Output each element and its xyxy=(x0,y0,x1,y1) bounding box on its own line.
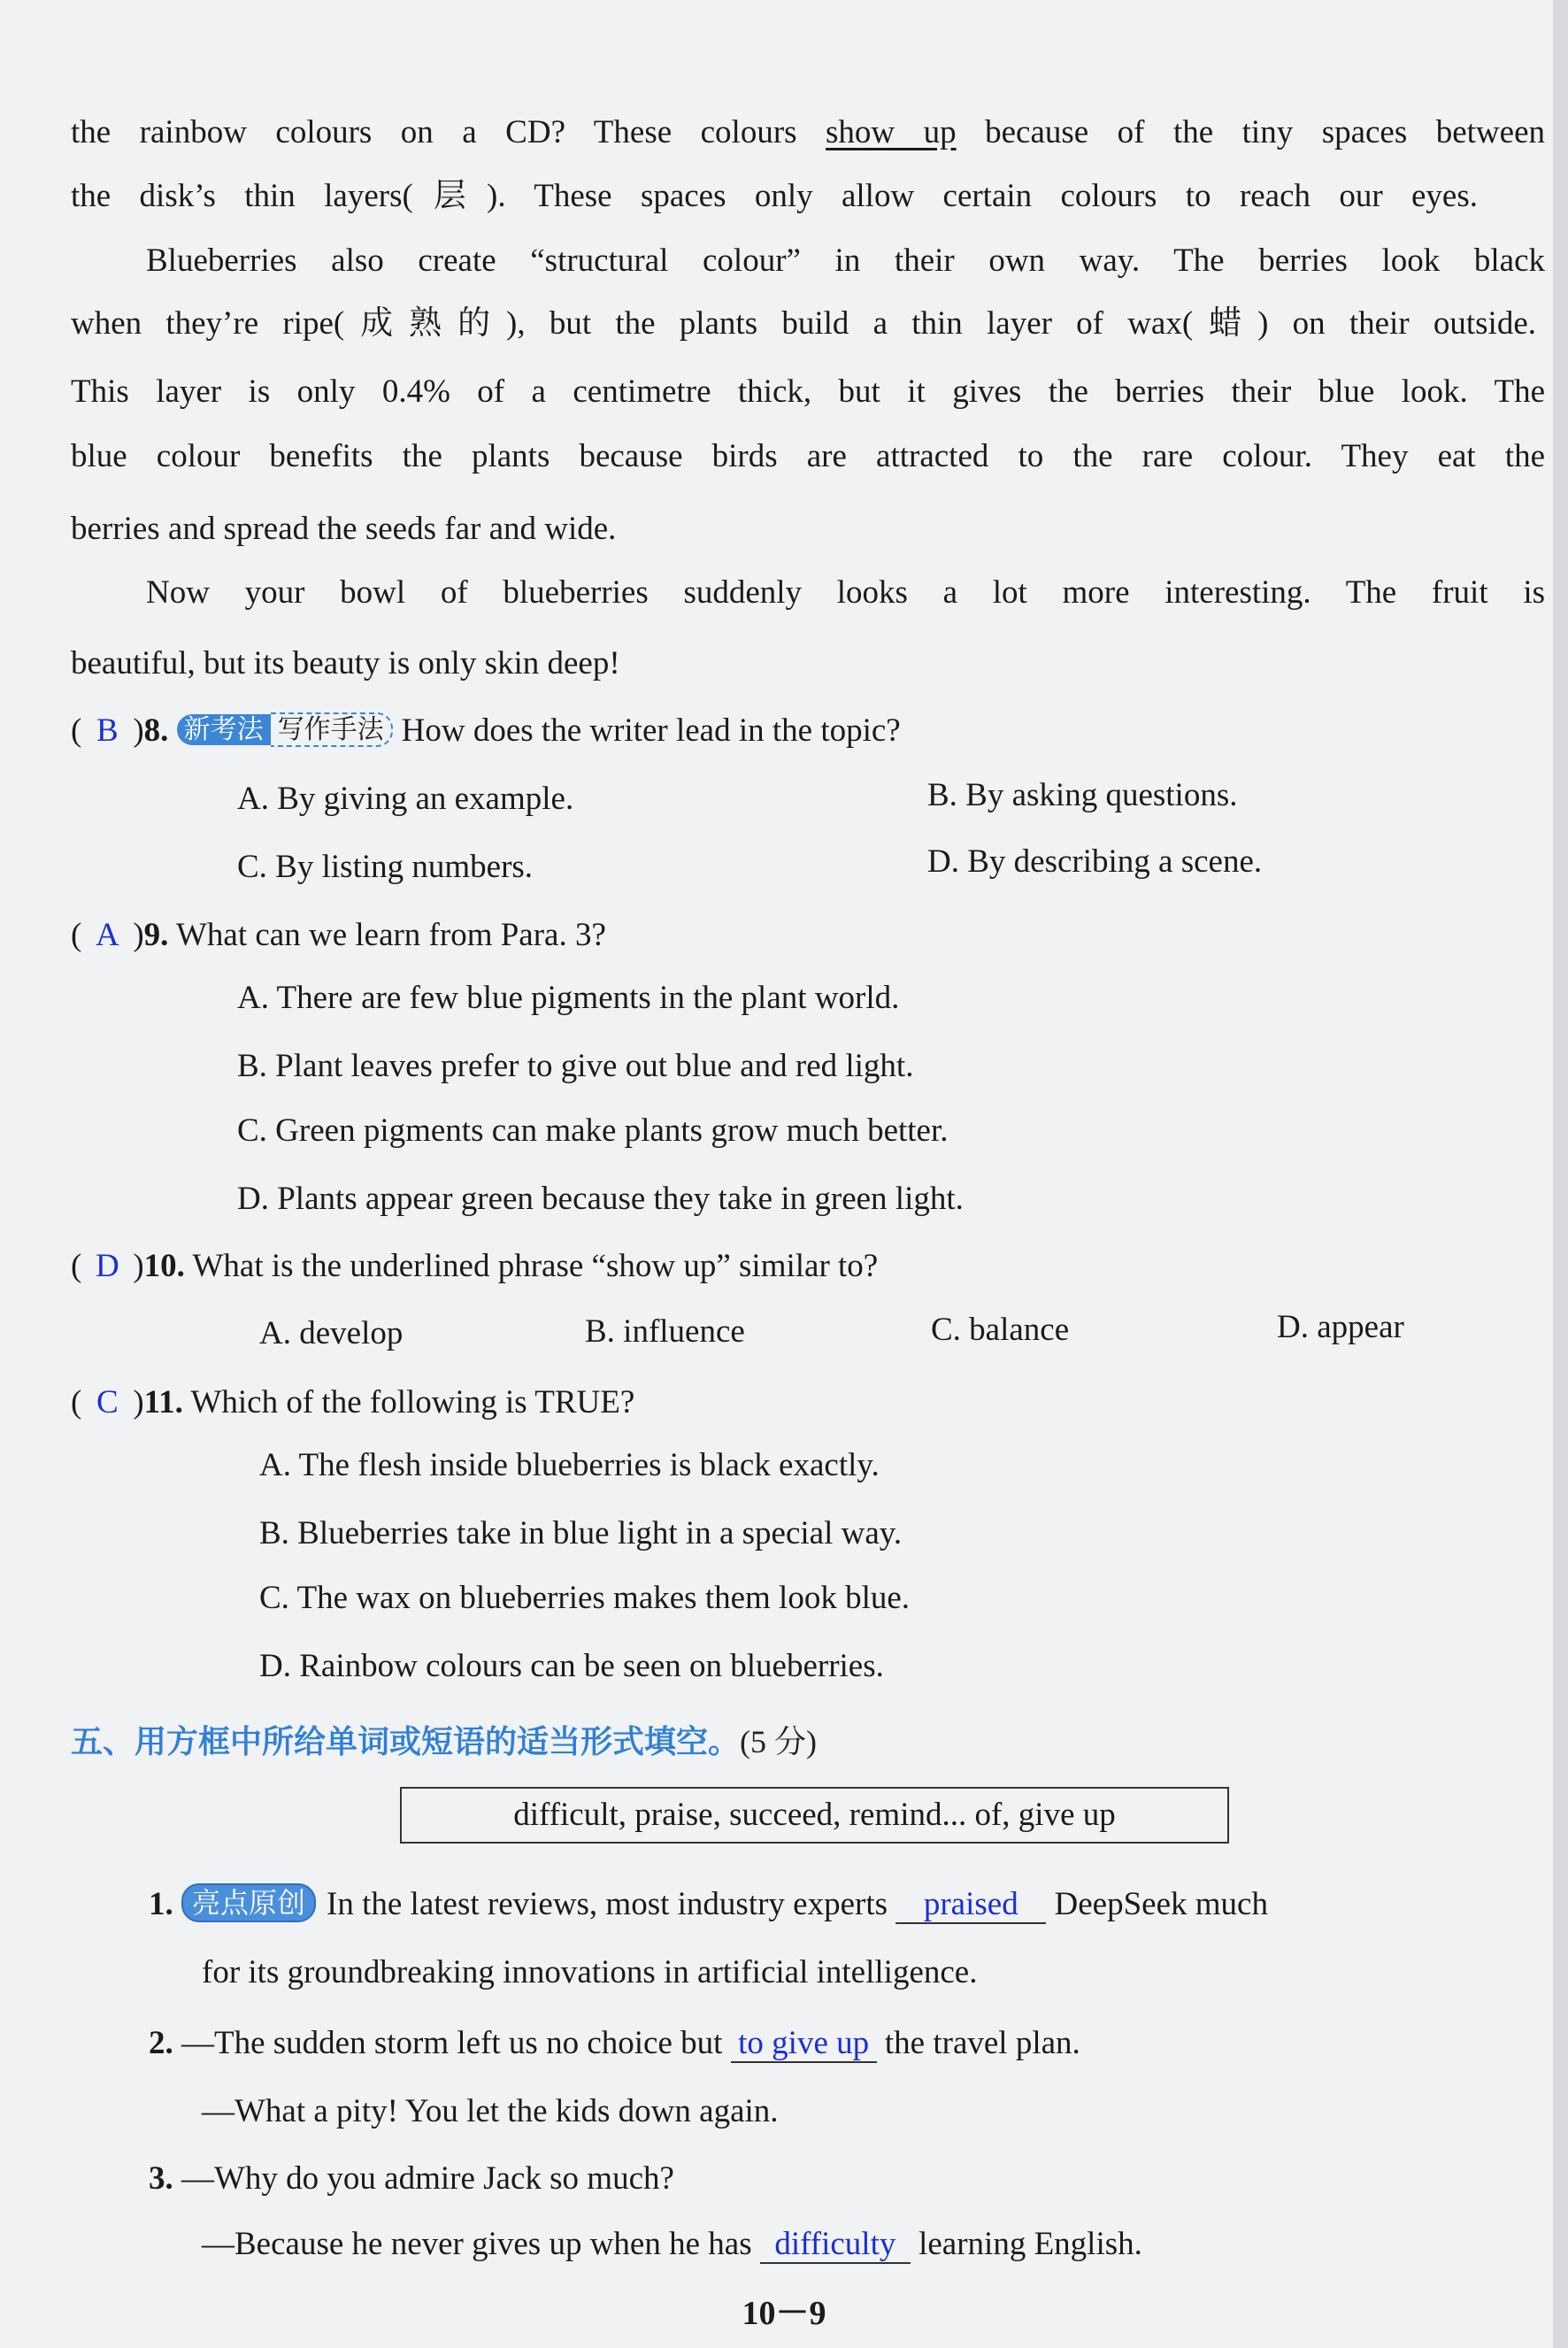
option: A. By giving an example. xyxy=(237,781,574,817)
option: A. develop xyxy=(259,1315,404,1351)
passage-line: blue colour benefits the plants because birds are attracted to the rare colour. They eat the xyxy=(71,438,1545,474)
tag-label: 写作手法 xyxy=(271,712,393,747)
tag-badge xyxy=(177,713,393,747)
passage-line: Blueberries also create “structural colour” in their own way. The berries look black xyxy=(146,242,1545,279)
option: D. Plants appear green because they take in green light. xyxy=(237,1181,964,1217)
option: C. balance xyxy=(931,1312,1070,1348)
passage-line: Now your bowl of blueberries suddenly looks a lot more interesting. The fruit is xyxy=(146,574,1545,611)
question-8: ( B )8. 新考法 写作手法 How does the writer lead in the topic? xyxy=(71,712,901,749)
option: C. The wax on blueberries makes them look blue. xyxy=(259,1580,911,1616)
page-number: 10－9 xyxy=(742,2295,826,2332)
passage-line: This layer is only 0.4% of a centimetre thick, but it gives the berries their blue look. The xyxy=(71,373,1545,410)
question-number: 10. xyxy=(143,1248,185,1284)
tag-badge: 亮点原创 xyxy=(181,1883,316,1922)
question-text: Which of the following is TRUE? xyxy=(190,1384,635,1420)
passage-line: berries and spread the seeds far and wide. xyxy=(71,511,617,547)
passage-line xyxy=(71,113,1545,152)
item-text: DeepSeek much xyxy=(1054,1886,1268,1922)
question-9: ( A )9. What can we learn from Para. 3? xyxy=(71,917,606,953)
item-text: the travel plan. xyxy=(884,2025,1080,2061)
option: A. The flesh inside blueberries is black exactly. xyxy=(259,1447,880,1483)
question-number: 9. xyxy=(143,917,169,953)
passage-line: the disk’s thin layers(层). These spaces only allow certain colours to reach our eyes. xyxy=(71,178,1478,214)
answer: D xyxy=(95,1248,119,1284)
item-line xyxy=(202,2225,1142,2264)
item-text: —Why do you admire Jack so much? xyxy=(181,2160,674,2197)
text: the rainbow colours on a CD? These colours xyxy=(71,114,826,150)
option: D. appear xyxy=(1277,1309,1404,1345)
option: C. Green pigments can make plants grow much better. xyxy=(237,1112,949,1149)
item-number: 3. xyxy=(149,2160,173,2197)
item-line: —What a pity! You let the kids down again. xyxy=(202,2093,779,2129)
passage-line: when they’re ripe(成熟的), but the plants build a thin layer of wax(蜡) on their outside. xyxy=(71,305,1536,342)
page-edge xyxy=(1553,0,1568,2348)
answer-blank: difficulty xyxy=(760,2227,911,2264)
fill-item-2 xyxy=(149,2024,1080,2063)
answer: A xyxy=(95,917,119,953)
answer-blank: praised xyxy=(895,1887,1046,1924)
item-text: —Because he never gives up when he has xyxy=(202,2226,752,2262)
option: B. Blueberries take in blue light in a special way. xyxy=(259,1515,903,1551)
option: B. influence xyxy=(585,1313,745,1350)
text: because of the tiny spaces between xyxy=(956,114,1546,150)
answer: C xyxy=(96,1384,119,1420)
underlined-phrase: show up xyxy=(826,114,957,150)
section-points: (5 分) xyxy=(740,1724,817,1759)
option: D. Rainbow colours can be seen on blueberries. xyxy=(259,1648,884,1684)
item-text: In the latest reviews, most industry experts xyxy=(327,1886,888,1922)
section-heading xyxy=(71,1717,817,1762)
item-text: —The sudden storm left us no choice but xyxy=(181,2025,723,2061)
item-text: learning English. xyxy=(919,2226,1142,2262)
question-number: 11. xyxy=(143,1384,183,1420)
fill-item-3 xyxy=(149,2159,674,2198)
answer: B xyxy=(96,712,119,749)
item-line: for its groundbreaking innovations in artificial intelligence. xyxy=(202,1954,978,1990)
option: A. There are few blue pigments in the plant world. xyxy=(237,980,900,1016)
answer-blank: to give up xyxy=(731,2026,877,2063)
fill-item-1 xyxy=(149,1883,1268,1924)
section-title: 五、用方框中所给单词或短语的适当形式填空。 xyxy=(71,1724,741,1760)
item-number: 1. xyxy=(149,1886,173,1922)
passage-line: beautiful, but its beauty is only skin deep! xyxy=(71,645,620,681)
option: B. By asking questions. xyxy=(927,777,1238,813)
option: D. By describing a scene. xyxy=(927,843,1263,880)
option: B. Plant leaves prefer to give out blue and red light. xyxy=(237,1048,914,1084)
word-box: difficult, praise, succeed, remind... of, give up xyxy=(400,1787,1229,1844)
tag-label: 新考法 xyxy=(177,714,271,745)
question-11: ( C )11. Which of the following is TRUE? xyxy=(71,1384,635,1420)
option: C. By listing numbers. xyxy=(237,849,534,885)
question-text: How does the writer lead in the topic? xyxy=(401,712,901,749)
question-10: ( D )10. What is the underlined phrase “show up” similar to? xyxy=(71,1248,879,1284)
question-text: What can we learn from Para. 3? xyxy=(176,917,606,953)
question-number: 8. xyxy=(143,712,169,749)
item-number: 2. xyxy=(149,2025,173,2061)
question-text: What is the underlined phrase “show up” similar to? xyxy=(192,1248,879,1284)
